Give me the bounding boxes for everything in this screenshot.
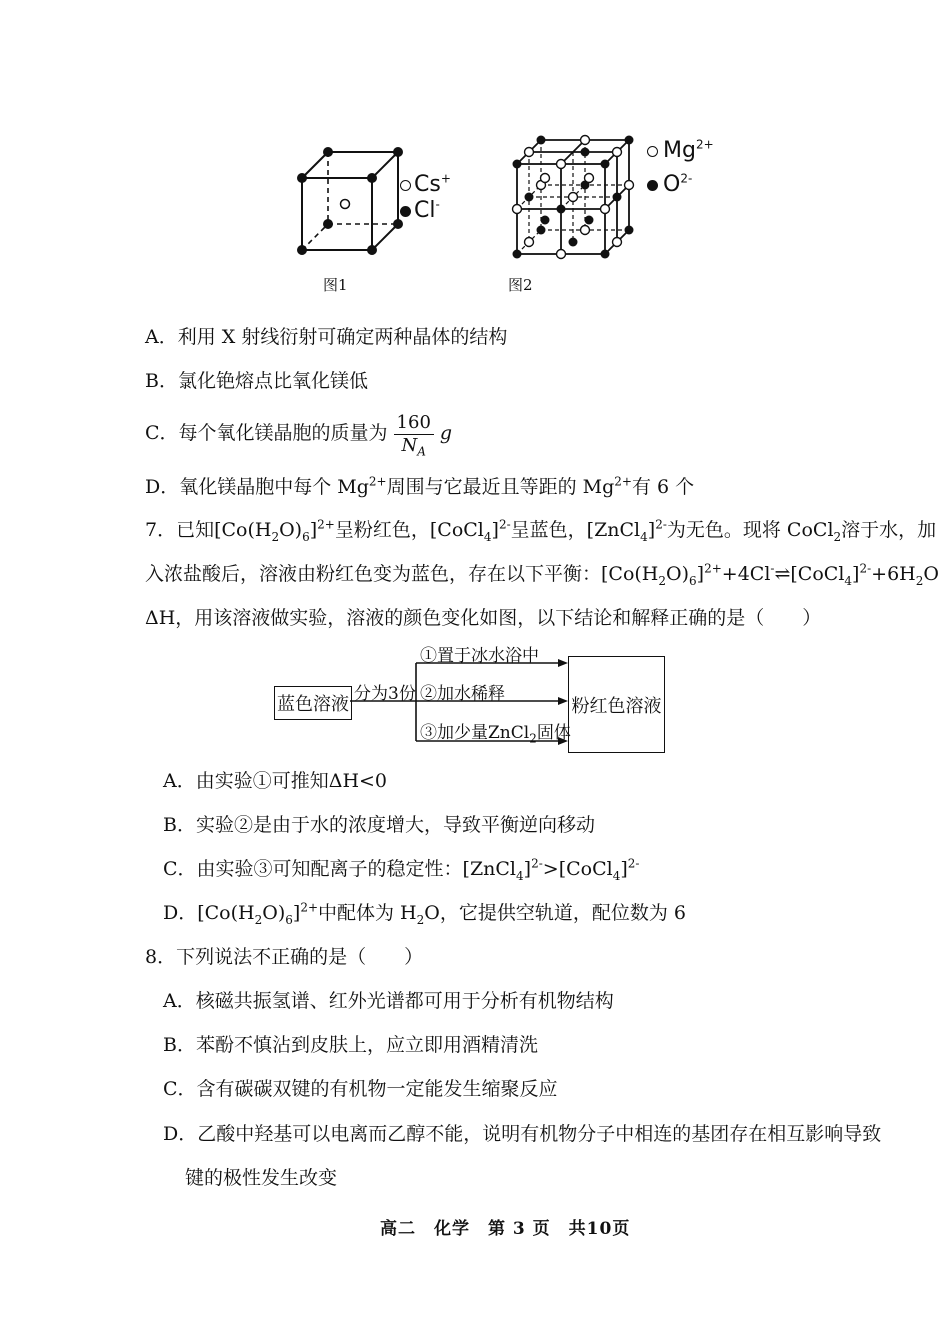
- q8-option-b: B．苯酚不慎沾到皮肤上，应立即用酒精清洗: [163, 1034, 538, 1056]
- text: ]: [852, 563, 860, 585]
- q8-option-d-line-2: 键的极性发生改变: [185, 1167, 338, 1189]
- legend-cl-symbol: Cl: [414, 198, 436, 223]
- page-footer: 高二 化学 第 3 页 共10页: [380, 1219, 631, 1239]
- legend-cl-charge: -: [435, 197, 440, 212]
- text: ]: [523, 858, 532, 880]
- fraction-numerator: 160: [394, 412, 434, 435]
- avogadro-sub: A: [417, 444, 426, 459]
- charge: 2+: [368, 474, 387, 489]
- text: 为无色。现将 CoCl: [666, 519, 834, 541]
- q8-option-d-line-1: D．乙酸中羟基可以电离而乙醇不能，说明有机物分子中相连的基团存在相互影响导致: [163, 1123, 882, 1145]
- text: ]: [647, 519, 656, 541]
- text: D．[Co(H: [163, 902, 255, 924]
- text: ]: [491, 519, 499, 541]
- q7-stem-line-1: 7．已知$[Co(H_2O)_6]^{2+}$呈粉红色，[CoCl$_4$]$^{2-}$呈蓝色，[ZnCl$_4$]$^{2-}$为无色。现将 CoCl$_2$溶于水，加: [145, 517, 937, 544]
- charge: 2+: [614, 474, 632, 489]
- flow-branch-1: ①置于冰水浴中: [420, 646, 539, 666]
- q8-option-c: C．含有碳碳双键的有机物一定能发生缩聚反应: [163, 1078, 558, 1100]
- fraction: [394, 412, 434, 457]
- q6-option-d-text: 有 6 个: [631, 476, 695, 498]
- flow-start-box: 蓝色溶液: [274, 686, 352, 720]
- text: ]: [309, 519, 318, 541]
- flow-split-label: 分为3份: [354, 684, 416, 704]
- text: O): [262, 902, 286, 924]
- text: 入浓盐酸后，溶液由粉红色变为蓝色，存在以下平衡：[Co(H: [145, 563, 659, 585]
- text: ③加少量ZnCl: [420, 723, 530, 743]
- text: 溶于水，加: [841, 519, 937, 541]
- legend-mg: [647, 134, 714, 168]
- open-circle-icon: [647, 146, 658, 157]
- text: 呈蓝色，[ZnCl: [510, 519, 641, 541]
- legend-cs-symbol: Cs: [414, 172, 441, 197]
- legend-o: [647, 168, 714, 202]
- fraction-denominator: [394, 435, 434, 457]
- text: +4Cl: [721, 563, 771, 585]
- figure-1-legend: [400, 172, 451, 224]
- legend-o-symbol: O: [663, 172, 681, 197]
- q6-option-b: B．氯化铯熔点比氧化镁低: [145, 370, 368, 392]
- text: C．由实验③可知配离子的稳定性：[ZnCl: [163, 858, 517, 880]
- q6-option-c: [145, 408, 452, 458]
- flow-end-box: 粉红色溶液: [568, 656, 665, 753]
- text: ]: [292, 902, 301, 924]
- text: 呈粉红色，[CoCl: [334, 519, 484, 541]
- text: O，它提供空轨道，配位数为 6: [424, 902, 686, 924]
- figure-2-mgo-cell: [505, 128, 645, 268]
- open-circle-icon: [400, 180, 411, 191]
- text: O: [923, 563, 939, 585]
- legend-cl: [400, 198, 451, 224]
- mass-unit: g: [439, 422, 453, 444]
- filled-circle-icon: [647, 180, 658, 191]
- text: +6H: [871, 563, 916, 585]
- text: O): [279, 519, 303, 541]
- text: O): [666, 563, 690, 585]
- avogadro-symbol: N: [401, 434, 418, 456]
- text: >[CoCl: [542, 858, 613, 880]
- q8-stem: 8．下列说法不正确的是（ ）: [145, 946, 424, 968]
- text: 中配体为 H: [318, 902, 417, 924]
- q7-option-b: B．实验②是由于水的浓度增大，导致平衡逆向移动: [163, 814, 595, 836]
- subscript: 2: [529, 731, 537, 746]
- text: ]: [620, 858, 628, 880]
- legend-cs: [400, 172, 451, 198]
- q7-stem-line-3: ΔH，用该溶液做实验，溶液的颜色变化如图，以下结论和解释正确的是（ ）: [145, 607, 822, 629]
- q8-option-a: A．核磁共振氢谱、红外光谱都可用于分析有机物结构: [163, 990, 614, 1012]
- legend-o-charge: 2-: [680, 171, 693, 186]
- flow-branch-3: [420, 718, 571, 746]
- q7-option-a: A．由实验①可推知ΔH<0: [163, 770, 388, 792]
- filled-circle-icon: [400, 206, 411, 217]
- legend-cs-charge: +: [440, 171, 451, 186]
- q7-option-c: C．由实验③可知配离子的稳定性：[ZnCl$_4$]$^{2-}$>[CoCl$_4$]$^{2-}$: [163, 856, 640, 883]
- text: 固体: [536, 723, 571, 743]
- q6-option-d: [145, 474, 694, 500]
- text: ⇌[CoCl: [774, 563, 845, 585]
- figure-2-caption: 图2: [508, 276, 533, 294]
- q7-option-d: D．$[Co(H_2O)_6]^{2+}$中配体为 $H_2O$，它提供空轨道，配位数为 6: [163, 900, 686, 927]
- figure-1-caption: 图1: [323, 276, 348, 294]
- q6-option-a: A．利用 X 射线衍射可确定两种晶体的结构: [145, 326, 508, 348]
- q7-stem-line-2: 入浓盐酸后，溶液由粉红色变为蓝色，存在以下平衡：$[Co(H_2O)_6]^{2+}+4Cl^-\rightleftharpoons[CoCl_4]^{2-}+6H_2O$: [145, 561, 939, 588]
- q6-option-d-text: D．氧化镁晶胞中每个 Mg: [145, 476, 369, 498]
- text: ]: [696, 563, 705, 585]
- q6-option-d-text: 周围与它最近且等距的 Mg: [386, 476, 615, 498]
- flow-branch-2: ②加水稀释: [420, 684, 505, 704]
- q6-option-c-text: C．每个氧化镁晶胞的质量为: [145, 422, 388, 444]
- legend-mg-charge: 2+: [695, 137, 714, 152]
- legend-mg-symbol: Mg: [663, 138, 696, 163]
- figure-2-legend: [647, 134, 714, 202]
- text: 7．已知[Co(H: [145, 519, 272, 541]
